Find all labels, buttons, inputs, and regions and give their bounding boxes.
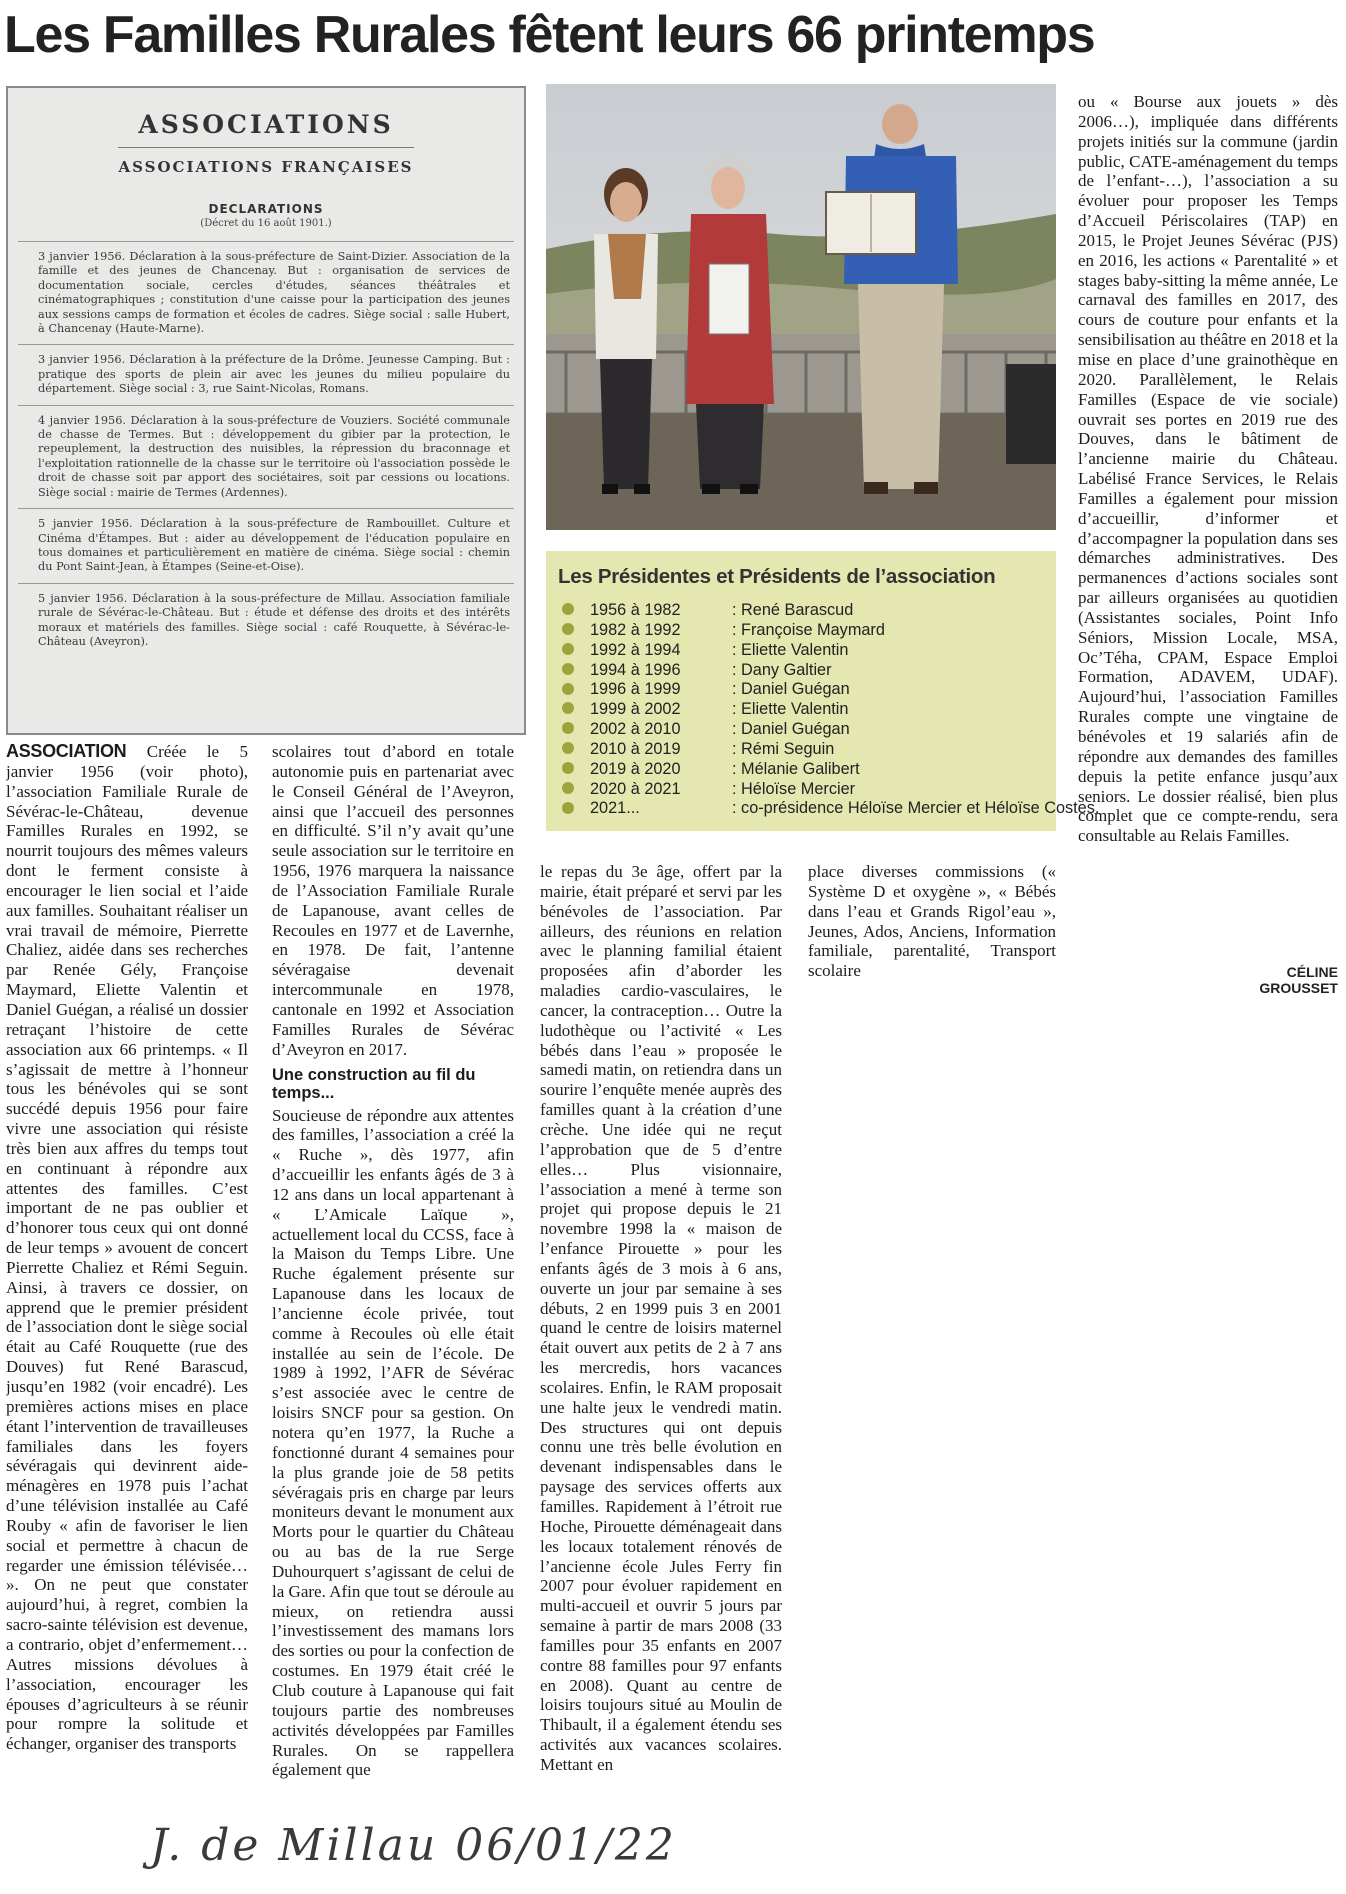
clipping-entry: 3 janvier 1956. Déclaration à la sous-préfecture de Saint-Dizier. Association de la famille et des jeunes de Chancenay. But : organisation de services de documentation sociale, cercles d'études, séances théâtrales et cinématographiques ; constitution d'une caisse pour la participation des jeunes aux sessions camps de formation et écoles de cadres. Siège social : salle Hubert, à Chancenay (Haute-Marne). — [18, 241, 514, 344]
clipping-declarations: DECLARATIONS — [208, 202, 324, 216]
president-row: 2020 à 2021 : Héloïse Mercier — [558, 780, 1046, 800]
president-row: 1996 à 1999 : Daniel Guégan — [558, 680, 1046, 700]
article-column-5 — [1078, 92, 1338, 954]
presidents-title: Les Présidentes et Présidents de l’association — [558, 565, 996, 588]
article-column-1 — [6, 742, 248, 1810]
lead-word: ASSOCIATION — [6, 742, 127, 761]
president-row: 2010 à 2019 : Rémi Seguin — [558, 740, 1046, 760]
bullet-icon — [562, 683, 574, 695]
article-column-3 — [540, 862, 782, 1810]
bullet-icon — [562, 722, 574, 734]
bullet-icon — [562, 603, 574, 615]
group-photo — [546, 84, 1056, 530]
column-2-text-a: scolaires tout d’abord en totale autonomie puis en partenariat avec le Conseil Général de l’Aveyron, ainsi que l’accueil des personnes en difficulté. S’il n’y avait qu’une seule association sur le territoire en 1956, 1976 marquera la naissance de l’Association Familiale Rurale de Lapanouse, avant celles de Recoules en 1977 et de Lavernhe, en 1978. De fait, l’antenne sévéragaise devenait intercommunale en 1978, cantonale en 1992 et Association Familles Rurales de Sévérac d’Aveyron en 2017. — [272, 742, 514, 1059]
clipping-decree: (Décret du 16 août 1901.) — [200, 218, 332, 229]
bullet-icon — [562, 623, 574, 635]
column-2-text-b: Soucieuse de répondre aux attentes des familles, l’association a créé la « Ruche », dès 1977, afin d’accueillir les enfants âgés de 3 à 12 ans dans un local appartenant à « L’Amicale Laïque », actuellement local du CCSS, face à la Maison du Temps Libre. Une Ruche également présente sur Lapanouse dans les locaux de l’ancienne école privée, tout comme à Recoules où elle était installée au sein de l’école. De 1989 à 1992, l’AFR de Sévérac s’est associée avec le centre de loisirs SNCF pour sa gestion. On notera qu’en 1977, la Ruche a fonctionné durant 4 semaines pour la plus grande joie de 58 petits sévéragais pris en charge par leurs moniteurs devant le monument aux Morts pour le quartier du Château ou au bas de la rue Serge Duhourquert s’agissant de celui de la Gare. Afin que tout se déroule au mieux, on retiendra aussi l’investissement des mamans lors des sorties ou pour la confection de costumes. En 1979 était créé le Club couture à Lapanouse qui fait toujours partie des nombreuses activités développées par Familles Rurales. On se rappellera également que — [272, 1105, 514, 1780]
column-1-text: Créée le 5 janvier 1956 (voir photo), l’association Familiale Rurale de Sévérac-le-Château, devenue Familles Rurales en 1992, se nourrit toujours des mêmes valeurs dont le ferment consiste à encourager le lien social et l’aide aux familles. Souhaitant réaliser un vrai travail de mémoire, Pierrette Chaliez, aidée dans ses recherches par Renée Gély, Françoise Maymard, Eliette Valentin et Daniel Guégan, a réalisé un dossier retraçant l’histoire de cette association aux 66 printemps. « Il s’agissait de mettre à l’honneur tous les bénévoles qui se sont succédé depuis 1956 pour faire vivre une association qui résiste très bien aux affres du temps tout en continuant à répondre aux attentes des familles. C’est important de ne pas oublier et d’honorer tous ceux qui ont donné de leur temps » avouent de concert Pierrette Chaliez et Rémi Seguin. Ainsi, à travers ce dossier, on apprend que le premier président de l’association dont le siège social était au Café Rouquette (rue des Douves) fut René Barascud, jusqu’en 1982 (voir encadré). Les premières actions mises en place étant l’intervention de travailleuses familiales dans les foyers sévéragais qui devinrent aide-ménagères en 1978 puis l’achat d’une télévision installée au Café Rouby « afin de favoriser le lien social et permettre à chacun de regarder une émission télévisée… ». On ne peut que constater aujourd’hui, à regret, combien la sacro-sainte télévision est devenue, a contrario, objet d’enfermement… Autres missions dévolues à l’association, encourager les épouses d’agriculteurs à se réunir pour rompre la solitude et échanger, organiser des transports — [6, 742, 248, 1754]
clipping-entry: 5 janvier 1956. Déclaration à la sous-préfecture de Millau. Association familiale rurale de Sévérac-le-Château. But : étude et défense des droits et des intérêts moraux et matériels des familles. Siège social : café Rouquette, à Sévérac-le-Château (Aveyron). — [18, 583, 514, 658]
author-byline: CÉLINE GROUSSET — [1259, 964, 1338, 996]
article-column-4 — [808, 862, 1056, 986]
bullet-icon — [562, 643, 574, 655]
president-row: 1994 à 1996 : Dany Galtier — [558, 661, 1046, 681]
bullet-icon — [562, 762, 574, 774]
bullet-icon — [562, 742, 574, 754]
bullet-icon — [562, 702, 574, 714]
clipping-rule — [118, 147, 414, 148]
president-row: 1999 à 2002 : Eliette Valentin — [558, 700, 1046, 720]
column-5-text: ou « Bourse aux jouets » dès 2006…), impliquée dans différents projets initiés sur la commune (jardin public, CATE-aménagement du temps de l’enfant-…), l’association a su évoluer pour proposer les Temps d’Accueil Périscolaires (TAP) en 2015, le Projet Jeunes Sévérac (PJS) en 2016, les actions « Parentalité » et stages baby-sitting la même année, Le carnaval des familles en 2017, des cours de couture pour enfants et la sensibilisation au théâtre en 2018 et la mise en place d’une grainothèque en 2020. Parallèlement, le Relais Familles (Espace de vie sociale) ouvrait ses portes en 2019 rue des Douves, dans le bâtiment de l’ancienne mairie du Château. Labélisé France Services, le Relais Familles a également pour mission d’accueillir, d’informer et d’accompagner la population dans ses démarches administratives. Des permanences d’actions sociales sont par ailleurs organisées au quotidien (Assistantes sociales, Point Info Séniors, Mission Locale, MSA, Oc’Téha, CPAM, Espace Emploi Formation, ADAVEM, UDAF). Aujourd’hui, l’association Familles Rurales compte une vingtaine de bénévoles et 19 salariés afin de répondre aux demandes des familles depuis la petite enfance jusqu’aux seniors. Le dossier réalisé, bien plus complet que ce compte-rendu, sera consultable au Relais Familles. — [1078, 92, 1338, 846]
president-row: 1982 à 1992 : Françoise Maymard — [558, 621, 1046, 641]
article-headline: Les Familles Rurales fêtent leurs 66 printemps — [4, 6, 1095, 64]
bullet-icon — [562, 663, 574, 675]
column-3-text: le repas du 3e âge, offert par la mairie, était préparé et servi par les bénévoles de l’association. Par ailleurs, des réunions en relation avec le planning familial étaient proposées afin d’aborder les maladies cardio-vasculaires, le cancer, la contraception… Outre la ludothèque ou l’activité « Les bébés dans l’eau » proposée le samedi matin, on retiendra dans un sourire l’enquête menée auprès des familles quant à la création d’une crèche. Une idée qui ne reçut l’approbation que de 5 d’entre elles… Plus visionnaire, l’association a mené à terme son projet qui propose depuis le 21 novembre 1998 la « maison de l’enfance Pirouette » pour les enfants âgés de 3 mois à 6 ans, ouverte un jour par semaine à ses débuts, 2 en 1999 puis 3 en 2001 quand le centre de loisirs maternel était ouvert aux petits de 2 à 7 ans les mercredis, hors vacances scolaires. Enfin, le RAM proposait une halte jeux le vendredi matin. Des structures qui ont depuis connu une très belle évolution en devenant indispensables dans le paysage des services offerts aux familles. Rapidement à l’étroit rue Hoche, Pirouette déménageait dans les locaux totalement rénovés de l’ancienne école Jules Ferry fin 2007 pour évoluer rapidement en multi-accueil et ouvrir 5 jours par semaine à partir de mars 2008 (33 familles pour 35 enfants en 2007 contre 88 familles pour 97 enfants en 2008). Quant au centre de loisirs toujours situé au Moulin de Thibault, il a également étendu ses activités aux vacances scolaires. Mettant en — [540, 862, 782, 1774]
bullet-icon — [562, 782, 574, 794]
clipping-entry: 4 janvier 1956. Déclaration à la sous-préfecture de Vouziers. Société communale de chasse de Termes. But : développement du gibier par la protection, le repeuplement, la destruction des nuisibles, la répression du braconnage et l'exploitation rationnelle de la chasse sur le territoire où l'association possède le droit de chasse soit par apport des sociétaires, soit par cessions ou locations. Siège social : mairie de Termes (Ardennes). — [18, 405, 514, 508]
bullet-icon — [562, 802, 574, 814]
president-row: 2002 à 2010 : Daniel Guégan — [558, 720, 1046, 740]
handwritten-note: J. de Millau 06/01/22 — [150, 1820, 677, 1871]
archive-clipping — [6, 86, 526, 735]
column-4-text: place diverses commissions (« Système D et oxygène », « Bébés dans l’eau et Grands Rigol’eau », Jeunes, Ados, Anciens, Information familiale, parentalité, Transport scolaire — [808, 862, 1056, 981]
president-row: 2019 à 2020 : Mélanie Galibert — [558, 760, 1046, 780]
clipping-title: ASSOCIATIONS — [138, 110, 394, 139]
president-row: 1992 à 1994 : Eliette Valentin — [558, 641, 1046, 661]
section-subhead: Une construction au fil du temps... — [272, 1065, 476, 1102]
clipping-entry: 5 janvier 1956. Déclaration à la sous-préfecture de Rambouillet. Culture et Cinéma d'Étampes. But : aider au développement de l'éducation populaire en tous domaines et particulièrement en matière de cinéma. Siège social : chemin du Pont Saint-Jean, à Étampes (Seine-et-Oise). — [18, 508, 514, 583]
clipping-subtitle: ASSOCIATIONS FRANÇAISES — [118, 158, 414, 176]
president-row: 2021... : co-présidence Héloïse Mercier et Héloïse Costes. — [558, 799, 1046, 819]
president-row: 1956 à 1982 : René Barascud — [558, 601, 1046, 621]
clipping-entry: 3 janvier 1956. Déclaration à la préfecture de la Drôme. Jeunesse Camping. But : pratique des sports de plein air avec les jeunes du milieu populaire du département. Siège social : 3, rue Saint-Nicolas, Romans. — [18, 344, 514, 404]
article-column-2 — [272, 742, 514, 1810]
presidents-box — [546, 551, 1100, 831]
